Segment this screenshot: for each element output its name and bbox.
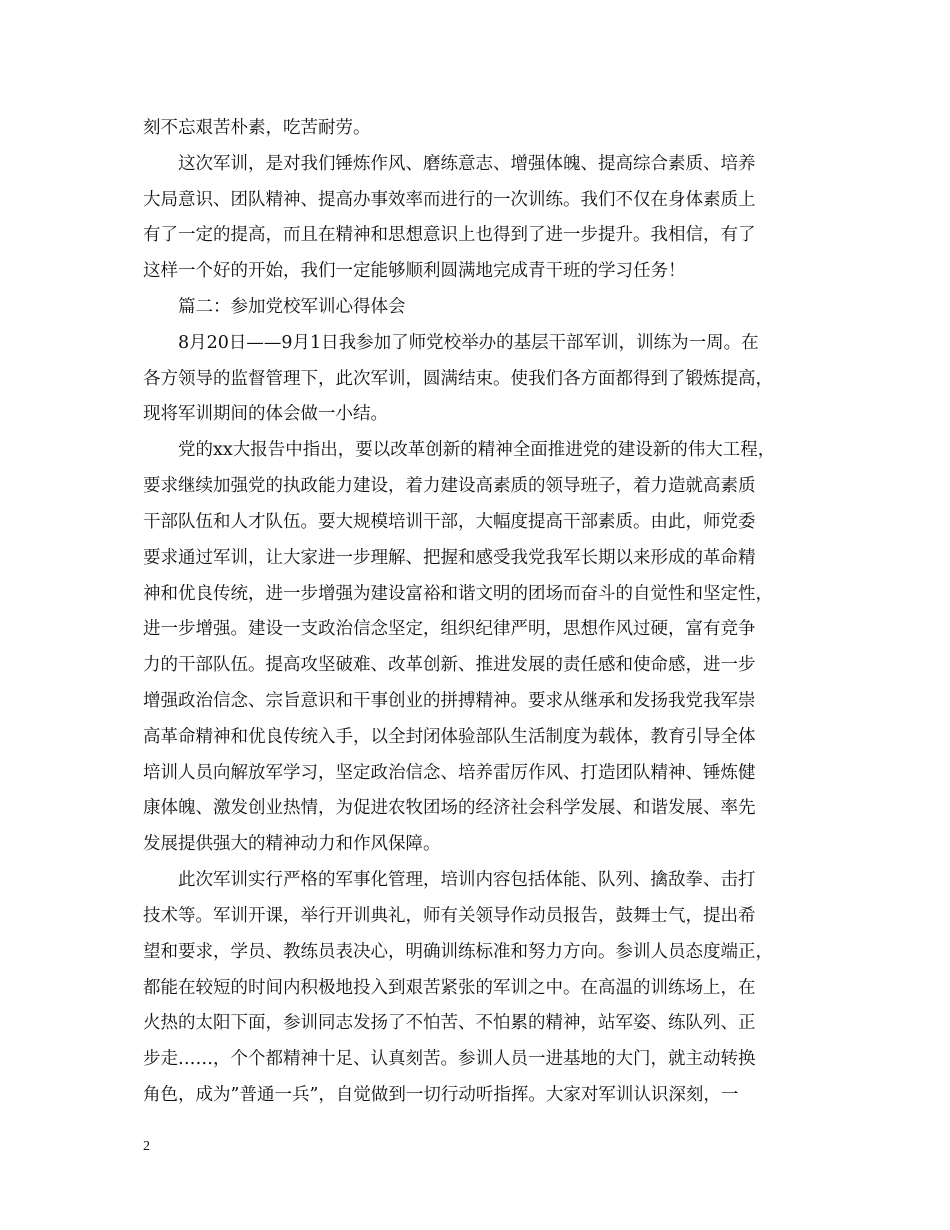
text-line: 有了一定的提高，而且在精神和思想意识上也得到了进一步提升。我相信，有了 bbox=[143, 225, 756, 245]
text-line: 这次军训，是对我们锤炼作风、磨练意志、增强体魄、提高综合素质、培养 bbox=[143, 154, 756, 174]
text-line: 力的干部队伍。提高攻坚破难、改革创新、推进发展的责任感和使命感，进一步 bbox=[143, 655, 756, 675]
text-line: 要求通过军训，让大家进一步理解、把握和感受我党我军长期以来形成的革命精 bbox=[143, 548, 756, 568]
text-line: 各方领导的监督管理下，此次军训，圆满结束。使我们各方面都得到了锻炼提高， bbox=[143, 369, 773, 389]
text-line: 此次军训实行严格的军事化管理，培训内容包括体能、队列、擒敌拳、击打 bbox=[143, 870, 756, 890]
text-line: 进一步增强。建设一支政治信念坚定，组织纪律严明，思想作风过硬，富有竞争 bbox=[143, 619, 756, 639]
text-line: 干部队伍和人才队伍。要大规模培训干部，大幅度提高干部素质。由此，师党委 bbox=[143, 512, 756, 532]
text-line: 角色，成为”普通一兵”，自觉做到一切行动听指挥。大家对军训认识深刻，一 bbox=[143, 1085, 739, 1105]
section-heading: 篇二：参加党校军训心得体会 bbox=[143, 297, 406, 317]
text-line: 都能在较短的时间内积极地投入到艰苦紧张的军训之中。在高温的训练场上，在 bbox=[143, 978, 756, 998]
text-line: 望和要求，学员、教练员表决心，明确训练标准和努力方向。参训人员态度端正， bbox=[143, 942, 773, 962]
text-line: 培训人员向解放军学习，坚定政治信念、培养雷厉作风、打造团队精神、锤炼健 bbox=[143, 763, 756, 783]
text-line: 神和优良传统，进一步增强为建设富裕和谐文明的团场而奋斗的自觉性和坚定性， bbox=[143, 584, 773, 604]
text-line: 现将军训期间的体会做一小结。 bbox=[143, 404, 388, 424]
text-line: 增强政治信念、宗旨意识和干事创业的拼搏精神。要求从继承和发扬我党我军崇 bbox=[143, 691, 756, 711]
text-line: 党的xx大报告中指出，要以改革创新的精神全面推进党的建设新的伟大工程， bbox=[143, 440, 776, 460]
text-line: 技术等。军训开课，举行开训典礼，师有关领导作动员报告，鼓舞士气，提出希 bbox=[143, 906, 756, 926]
text-line: 步走……，个个都精神十足、认真刻苦。参训人员一进基地的大门，就主动转换 bbox=[143, 1049, 756, 1069]
text-line: 大局意识、团队精神、提高办事效率而进行的一次训练。我们不仅在身体素质上 bbox=[143, 190, 756, 210]
text-line: 康体魄、激发创业热情，为促进农牧团场的经济社会科学发展、和谐发展、率先 bbox=[143, 798, 756, 818]
text-line: 刻不忘艰苦朴素，吃苦耐劳。 bbox=[143, 118, 371, 138]
page-number: 2 bbox=[143, 1139, 150, 1154]
text-line: 要求继续加强党的执政能力建设，着力建设高素质的领导班子，着力造就高素质 bbox=[143, 476, 756, 496]
text-line: 高革命精神和优良传统入手，以全封闭体验部队生活制度为载体，教育引导全体 bbox=[143, 727, 756, 747]
text-line: 8月20日——9月1日我参加了师党校举办的基层干部军训，训练为一周。在 bbox=[143, 333, 759, 353]
text-line: 发展提供强大的精神动力和作风保障。 bbox=[143, 834, 441, 854]
text-line: 这样一个好的开始，我们一定能够顺利圆满地完成青干班的学习任务！ bbox=[143, 261, 686, 281]
text-line: 火热的太阳下面，参训同志发扬了不怕苦、不怕累的精神，站军姿、练队列、正 bbox=[143, 1013, 756, 1033]
